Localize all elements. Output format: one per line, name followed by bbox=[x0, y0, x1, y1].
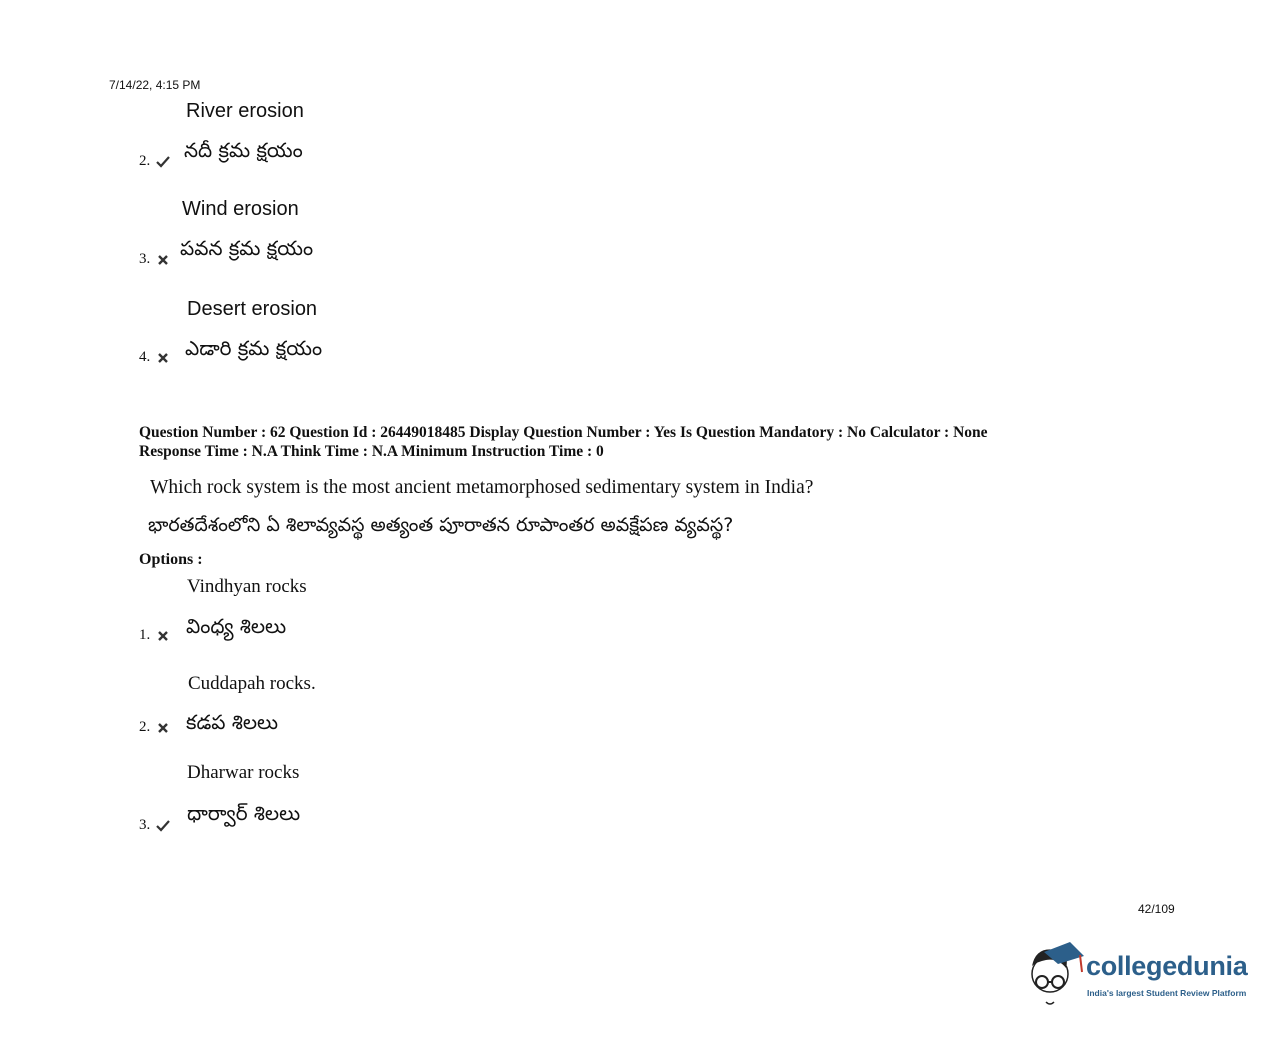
prev-option-english: Wind erosion bbox=[182, 198, 299, 220]
logo-text: collegedunia bbox=[1086, 951, 1248, 981]
option-3-number: 3. bbox=[139, 817, 170, 834]
option-1-english: Vindhyan rocks bbox=[187, 576, 307, 597]
cross-icon bbox=[156, 629, 170, 643]
page-number: 42/109 bbox=[1138, 902, 1175, 916]
check-icon bbox=[156, 819, 170, 833]
option-3-telugu: ధార్వార్ శిలలు bbox=[187, 801, 301, 825]
option-3-english: Dharwar rocks bbox=[187, 762, 300, 783]
option-2-english: Cuddapah rocks. bbox=[188, 673, 316, 694]
question-meta-line-2: Response Time : N.A Think Time : N.A Minimum Instruction Time : 0 bbox=[139, 443, 604, 460]
prev-option-3-telugu: పవన క్రమ క్షయం bbox=[180, 236, 314, 260]
cross-icon bbox=[156, 253, 170, 267]
cross-icon bbox=[156, 351, 170, 365]
prev-option-english: Desert erosion bbox=[187, 298, 318, 320]
prev-option-4-telugu: ఎడారి క్రమ క్షయం bbox=[185, 336, 323, 360]
prev-option-english: River erosion bbox=[186, 100, 304, 122]
prev-option-4-number: 4. bbox=[139, 349, 170, 366]
check-icon bbox=[156, 155, 170, 169]
prev-option-2-telugu: నదీ క్రమ క్షయం bbox=[184, 138, 303, 162]
prev-option-3-number: 3. bbox=[139, 251, 170, 268]
question-text-telugu: భారతదేశంలోని ఏ శిలావ్యవస్థ అత్యంత పూరాతన రూపాంతర అవక్షేపణ వ్యవస్థ? bbox=[148, 514, 734, 536]
question-meta-line-1: Question Number : 62 Question Id : 26449018485 Display Question Number : Yes Is Question Mandatory : No Calculator : None bbox=[139, 424, 988, 441]
option-1-telugu: వింధ్య శిలలు bbox=[186, 614, 287, 638]
question-text-english: Which rock system is the most ancient metamorphosed sedimentary system in India? bbox=[150, 477, 814, 498]
options-label: Options : bbox=[139, 551, 203, 568]
option-1-number: 1. bbox=[139, 627, 170, 644]
print-timestamp: 7/14/22, 4:15 PM bbox=[109, 78, 201, 92]
option-2-number: 2. bbox=[139, 719, 170, 736]
prev-option-2-number: 2. bbox=[139, 153, 170, 170]
option-2-telugu: కడప శిలలు bbox=[186, 710, 279, 734]
logo-tagline: India's largest Student Review Platform bbox=[1087, 988, 1247, 998]
cross-icon bbox=[156, 721, 170, 735]
